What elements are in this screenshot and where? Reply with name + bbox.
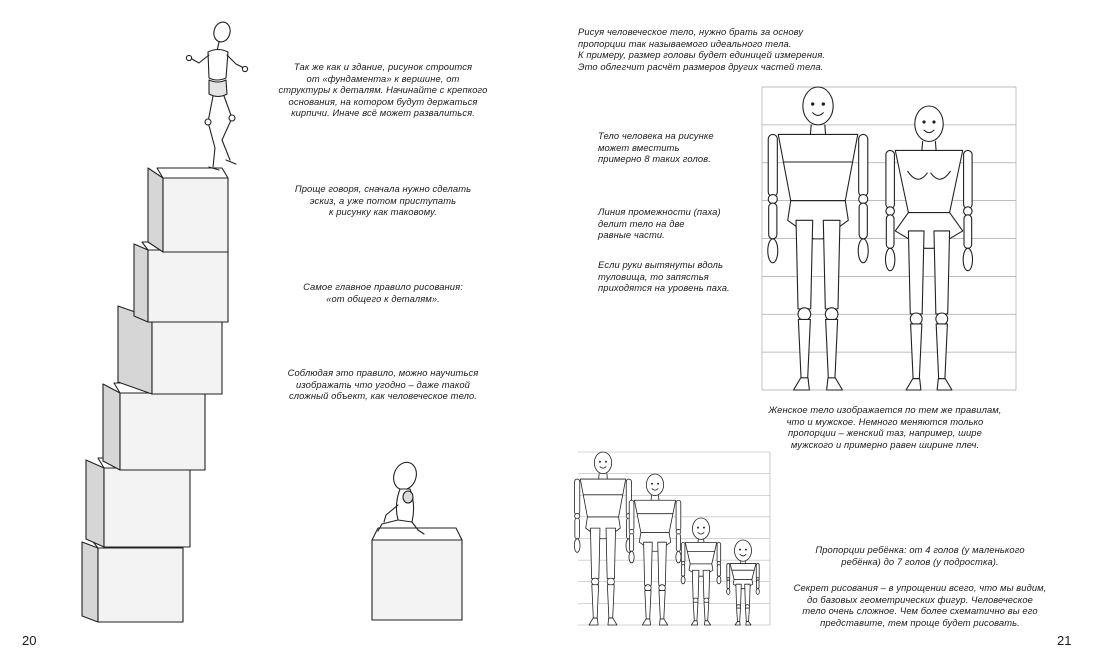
figure-upper-arm xyxy=(859,134,868,196)
figure-head xyxy=(735,540,752,561)
figure-shin xyxy=(737,608,741,622)
figure-elbow xyxy=(964,207,973,216)
text-line: кирпичи. Иначе всё может развалиться. xyxy=(291,107,475,119)
mannequin-pelvis xyxy=(209,80,227,97)
figure-upper-arm xyxy=(768,134,777,196)
text-line: изображать что угодно – даже такой xyxy=(296,378,470,390)
figure-hand xyxy=(574,539,580,553)
figure-eye xyxy=(657,483,659,485)
cube-front-face xyxy=(98,548,183,622)
figure-foot xyxy=(937,379,952,390)
figure-elbow xyxy=(859,195,868,204)
text-line: мужского и примерно равен ширине плеч. xyxy=(790,438,980,450)
figure-forearm xyxy=(859,203,867,239)
text-line: к рисунку как таковому. xyxy=(328,206,438,218)
figure-eye xyxy=(932,120,935,123)
figure-torso xyxy=(580,479,625,517)
figure-shin xyxy=(745,608,749,622)
figure-elbow xyxy=(886,207,895,216)
seated-mannequin-head xyxy=(390,459,420,493)
figure-foot xyxy=(735,622,740,625)
text-line: ребёнка) до 7 голов (у подростка). xyxy=(841,555,999,567)
figure-head xyxy=(646,474,663,496)
mannequin-hand xyxy=(242,66,247,71)
figure-neck xyxy=(698,539,704,542)
figure-thigh xyxy=(658,542,667,585)
note-wrists-level xyxy=(598,259,748,294)
figure-thigh xyxy=(606,528,616,579)
figure-shin xyxy=(592,585,599,618)
text-line: «от общего к деталям». xyxy=(326,292,440,304)
figure-shin xyxy=(936,324,947,379)
page-number-left: 20 xyxy=(22,633,37,648)
figure-shin xyxy=(911,324,922,379)
figure-forearm xyxy=(964,215,972,249)
figure-torso xyxy=(778,134,858,200)
mannequin-arm-right xyxy=(227,55,244,68)
text-line: представите, тем проще будет рисовать. xyxy=(820,616,1020,628)
mannequin-leg-left xyxy=(208,96,215,167)
figure-foot xyxy=(827,378,843,390)
figure-shin xyxy=(607,585,614,618)
figure-forearm xyxy=(717,565,720,577)
cube-side-face xyxy=(148,168,163,252)
text-block-female-body xyxy=(765,404,1005,450)
figure-upper-arm xyxy=(727,564,730,579)
figure-head xyxy=(594,452,611,474)
text-line: Если руки вытянуты вдоль xyxy=(598,259,724,270)
figure-neck xyxy=(810,125,825,135)
figure-thigh xyxy=(745,584,750,605)
text-block-main-rule xyxy=(278,281,488,304)
figure-head xyxy=(692,518,709,539)
cube-front-face xyxy=(148,250,228,322)
figure-thigh xyxy=(692,570,699,599)
text-line: что и мужское. Немного меняются только xyxy=(786,415,984,427)
box-top-face xyxy=(372,528,462,540)
figure-forearm xyxy=(769,203,777,239)
figure-eye xyxy=(703,527,705,529)
figure-upper-arm xyxy=(681,542,685,562)
figure-thigh xyxy=(934,231,950,314)
figure-foot xyxy=(704,621,710,625)
figure-elbow xyxy=(768,195,777,204)
figure-torso xyxy=(730,564,756,580)
text-line: Соблюдая это правило, можно научиться xyxy=(287,367,479,378)
figure-foot xyxy=(642,619,650,625)
figure-knee xyxy=(910,313,922,325)
figure-shin xyxy=(659,591,665,619)
figure-neck xyxy=(599,474,608,479)
text-line: Это облегчит расчёт размеров других частей тела. xyxy=(578,60,824,72)
figure-thigh xyxy=(644,542,653,585)
text-line: структуры к деталям. Начинайте с крепкого xyxy=(278,84,488,96)
page-number-right: 21 xyxy=(1057,633,1072,648)
figure-knee xyxy=(798,308,811,321)
text-line: Линия промежности (паха) xyxy=(598,206,721,217)
text-line: основания, на котором будут держаться xyxy=(288,95,478,107)
figure-forearm xyxy=(681,565,684,577)
note-eight-heads xyxy=(598,130,748,165)
figure-forearm xyxy=(676,534,680,551)
figure-upper-arm xyxy=(886,150,895,208)
seated-mannequin-shoulder xyxy=(403,491,413,503)
text-line: приходятся на уровень паха. xyxy=(598,282,730,294)
figure-elbow xyxy=(575,513,580,518)
figure-neck xyxy=(922,142,936,151)
mannequin-leg-right xyxy=(222,96,232,160)
figure-foot xyxy=(794,378,810,390)
figure-shin xyxy=(826,319,838,377)
small-block-with-seated-mannequin xyxy=(372,459,462,620)
cube-side-face xyxy=(134,244,148,322)
text-line: Рисуя человеческое тело, нужно брать за основу xyxy=(578,26,804,37)
figure-knee xyxy=(825,308,838,321)
figure-shin xyxy=(645,591,651,619)
figure-foot xyxy=(906,379,921,390)
figure-upper-arm xyxy=(575,479,580,514)
text-line: равные части. xyxy=(598,229,665,241)
figure-shin xyxy=(704,602,709,620)
figure-hand xyxy=(727,589,730,595)
figure-thigh xyxy=(703,570,710,599)
figure-upper-arm xyxy=(676,500,681,530)
figure-thigh xyxy=(736,584,741,605)
cube-side-face xyxy=(86,460,104,547)
text-line: делит тело на две xyxy=(598,217,685,229)
text-block-follow-rule xyxy=(278,367,488,402)
text-block-drawing-secret xyxy=(780,582,1060,628)
mannequin-knee xyxy=(205,119,211,125)
text-block-ideal-body xyxy=(578,26,838,72)
text-block-child-proportions xyxy=(790,544,1050,567)
mannequin-foot xyxy=(226,160,236,164)
text-block-foundation xyxy=(278,61,488,119)
text-line: сложный объект, как человеческое тело. xyxy=(289,390,477,402)
figure-foot xyxy=(659,619,667,625)
figure-eye xyxy=(697,527,699,529)
figure-thigh xyxy=(908,231,924,314)
figure-torso xyxy=(685,542,716,563)
text-line: тело очень сложное. Чем более схематично вы его xyxy=(802,605,1038,617)
adult-proportion-grid xyxy=(762,87,1016,390)
figure-head xyxy=(803,87,833,125)
figure-hand xyxy=(756,589,759,595)
figure-eye xyxy=(599,461,601,463)
figure-hand xyxy=(885,248,894,270)
figure-eye xyxy=(922,120,925,123)
figure-foot xyxy=(746,622,751,625)
note-crotch-line xyxy=(598,206,748,241)
figure-hand xyxy=(858,239,868,263)
cube-side-face xyxy=(103,384,120,470)
figure-thigh xyxy=(796,220,813,309)
figure-knee xyxy=(936,313,948,325)
figure-foot xyxy=(691,621,697,625)
figure-eye xyxy=(745,549,747,551)
figure-shin xyxy=(798,319,810,377)
figure-hand xyxy=(717,576,721,584)
figure-neck xyxy=(651,496,659,501)
cube-stack-illustration xyxy=(82,168,228,622)
mannequin-knee xyxy=(229,115,235,121)
mannequin-head xyxy=(212,20,233,43)
figure-torso xyxy=(895,150,962,212)
text-line: может вместить xyxy=(598,141,680,153)
figure-hand xyxy=(676,551,681,563)
figure-forearm xyxy=(886,215,894,249)
figure-knee xyxy=(607,578,614,585)
figure-foot xyxy=(589,618,598,625)
figure-upper-arm xyxy=(964,150,973,208)
box-front-face xyxy=(372,540,462,620)
text-line: до базовых геометрических фигур. Человеческое xyxy=(807,593,1033,605)
text-line: Самое главное правило рисования: xyxy=(303,281,463,292)
mannequin-arm-left xyxy=(190,55,209,63)
figure-shin xyxy=(693,602,698,620)
text-line: Секрет рисования – в упрощении всего, что мы видим, xyxy=(793,582,1047,593)
figure-upper-arm xyxy=(629,500,634,530)
figure-eye xyxy=(605,461,607,463)
figure-hand xyxy=(768,239,778,263)
figure-forearm xyxy=(727,580,730,589)
text-line: от «фундамента» к вершине, от xyxy=(306,72,460,84)
mannequin-balancing-figure xyxy=(186,20,247,170)
text-line: пропорции – женский таз, например, шире xyxy=(788,427,982,439)
figure-eye xyxy=(822,102,825,105)
text-line: Проще говоря, сначала нужно сделать xyxy=(294,183,472,194)
figure-hand xyxy=(681,576,685,584)
figure-eye xyxy=(739,549,741,551)
text-line: пропорции так называемого идеального тела. xyxy=(578,37,792,49)
cube-front-face xyxy=(120,393,205,470)
text-line: Пропорции ребёнка: от 4 голов (у маленького xyxy=(815,544,1025,555)
figure-upper-arm xyxy=(717,542,721,562)
text-line: Тело человека на рисунке xyxy=(598,130,714,141)
text-line: эскиз, а уже потом приступать xyxy=(309,194,457,206)
mannequin-torso xyxy=(208,50,228,81)
text-line: Так же как и здание, рисунок строится xyxy=(293,61,473,72)
figure-thigh xyxy=(823,220,840,309)
figure-thigh xyxy=(590,528,600,579)
cube-front-face xyxy=(152,318,222,394)
figure-torso xyxy=(634,500,675,532)
text-block-sketch-first xyxy=(278,183,488,218)
age-proportion-grid xyxy=(574,452,770,625)
figure-eye xyxy=(811,102,814,105)
figure-hand xyxy=(963,248,972,270)
figure-foot xyxy=(608,618,617,625)
figure-forearm xyxy=(575,518,580,538)
figure-eye xyxy=(651,483,653,485)
text-line: туловища, то запястья xyxy=(598,270,709,282)
figure-head xyxy=(915,106,943,142)
text-line: К примеру, размер головы будет единицей измерения. xyxy=(578,49,826,61)
figure-upper-arm xyxy=(756,564,759,579)
mannequin-hand xyxy=(186,55,191,60)
figure-pelvis xyxy=(895,213,962,249)
text-line: примерно 8 таких голов. xyxy=(598,153,711,165)
cube-front-face xyxy=(163,178,228,252)
figure-hand xyxy=(629,551,634,563)
text-line: Женское тело изображается по тем же правилам, xyxy=(768,404,1002,415)
figure-knee xyxy=(592,578,599,585)
figure-forearm xyxy=(756,580,759,589)
cube-front-face xyxy=(104,468,190,547)
figure-forearm xyxy=(629,534,633,551)
cube-side-face xyxy=(82,542,98,622)
